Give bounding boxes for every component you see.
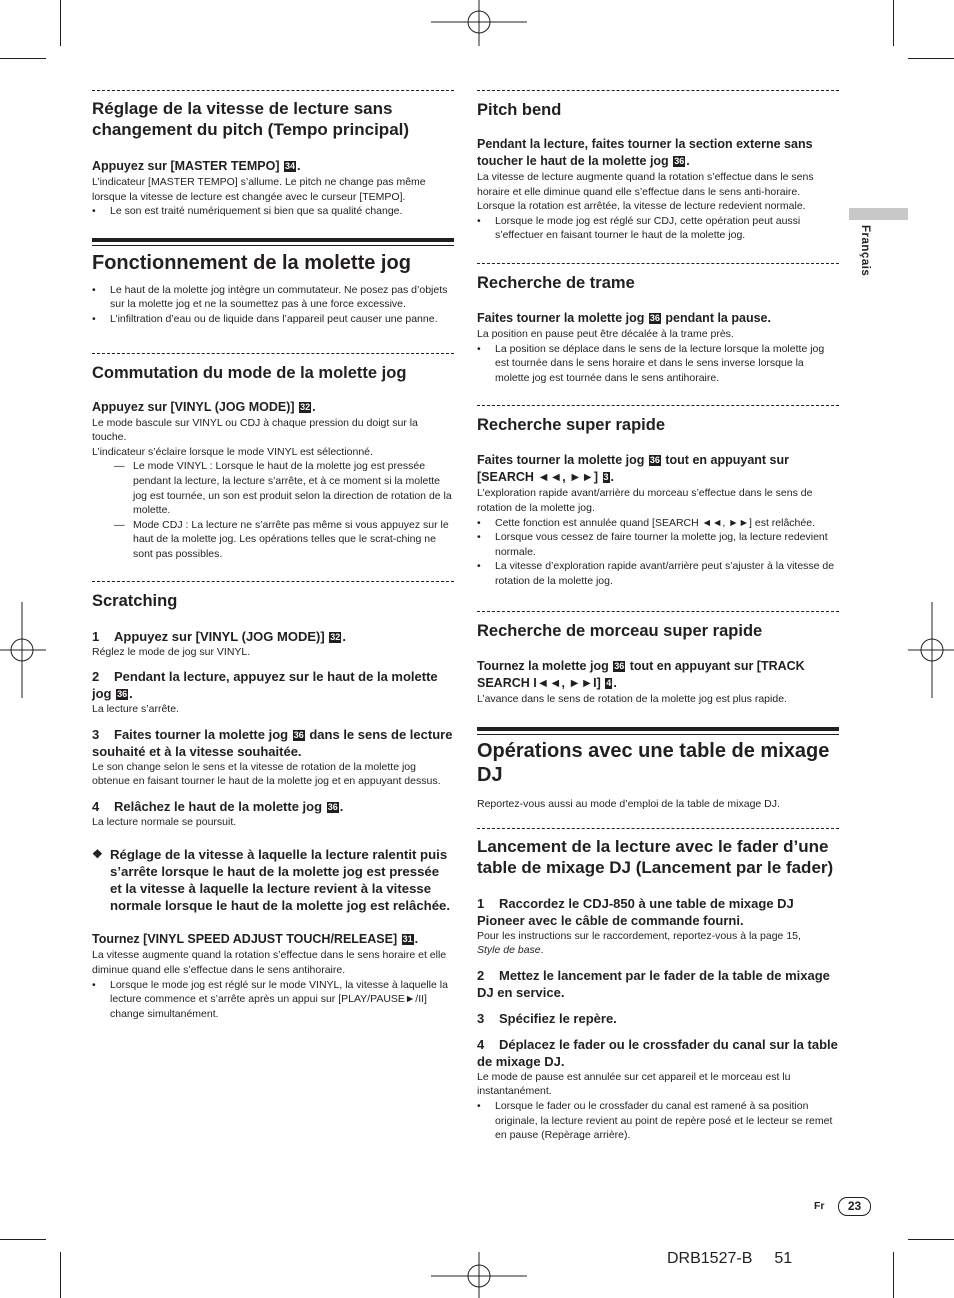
dash-item: — Mode CDJ : La lecture ne s’arrête pas même si vous appuyez sur le haut de la molette jog. Les opérations telles que le scrat-ching ne sont pas possibles. bbox=[92, 518, 454, 562]
paragraph: Pour les instructions sur le raccordement, reportez-vous à la page 15, Style de base. bbox=[477, 929, 801, 957]
crop-mark bbox=[893, 0, 894, 46]
bullet-item: • Lorsque le mode jog est réglé sur CDJ, cette opération peut aussi s’effectuer en faisant tourner le haut de la molette jog. bbox=[477, 214, 839, 243]
subsection-title-vinyl-speed: Réglage de la vitesse à laquelle la lecture ralentit puis s’arrête lorsque le haut de la molette jog est pressée et la vitesse à laquelle la lecture revient à la vitesse normale lorsque le haut de la molette jog est relâchée. bbox=[110, 847, 451, 914]
section-divider bbox=[477, 263, 839, 264]
step-3: 3 Spécifiez le repère. bbox=[477, 1010, 617, 1026]
registration-target-bottom bbox=[431, 1252, 527, 1298]
section-divider bbox=[92, 353, 454, 354]
step-vinyl-speed-adjust: Tournez [VINYL SPEED ADJUST TOUCH/RELEASE] 31 . bbox=[92, 932, 419, 947]
section-title-frame-search: Recherche de trame bbox=[477, 273, 635, 292]
section-title-super-fast-search: Recherche super rapide bbox=[477, 416, 665, 435]
paragraph: Réglez le mode de jog sur VINYL. bbox=[92, 645, 251, 658]
ref-number-badge: 36 bbox=[649, 455, 660, 466]
paragraph: L’indicateur s’éclaire lorsque le mode VINYL est sélectionné. bbox=[92, 445, 373, 458]
step-frame-search: Faites tourner la molette jog 36 pendant la pause. bbox=[477, 310, 771, 325]
section-divider bbox=[477, 90, 839, 91]
section-divider bbox=[92, 581, 454, 582]
step-1: 1 Appuyez sur [VINYL (JOG MODE)] 32 . bbox=[92, 628, 346, 644]
paragraph: La vitesse de lecture augmente quand la rotation s’effectue dans le sens horaire et elle diminue quand elle s’effectue dans le sens anti-horaire. Lorsque la rotation est arrêtée, la vitesse de lecture redevient normale. bbox=[477, 171, 814, 213]
paragraph: La lecture s’arrête. bbox=[92, 703, 179, 716]
doc-code: DRB1527-B 51 bbox=[667, 1250, 793, 1267]
bullet-item: • La vitesse d’exploration rapide avant/arrière peut s’ajuster à la vitesse de rotation de la molette jog. bbox=[477, 559, 839, 588]
dash-item: — Le mode VINYL : Lorsque le haut de la molette jog est pressée pendant la lecture, la lecture s’arrête, et à ce moment si la molette jog est tournée, un son est produit selon la direction de rotation de la molette. bbox=[92, 459, 454, 517]
step-1: 1 Raccordez le CDJ-850 à une table de mixage DJ Pioneer avec le câble de commande fourni. bbox=[477, 895, 794, 928]
paragraph: L’avance dans le sens de rotation de la molette jog est plus rapide. bbox=[477, 692, 787, 705]
step-2: 2 Mettez le lancement par le fader de la table de mixage DJ en service. bbox=[477, 967, 830, 1000]
ref-number-badge: 36 bbox=[293, 729, 304, 740]
paragraph: Le mode de pause est annulée sur cet appareil et le morceau est lu instantanément. bbox=[477, 1070, 791, 1098]
bullet-item: • Cette fonction est annulée quand [SEARCH ◄◄, ►►] est relâchée. bbox=[477, 516, 839, 531]
section-title-jog-mode: Commutation du mode de la molette jog bbox=[92, 363, 407, 382]
section-title-track-search: Recherche de morceau super rapide bbox=[477, 621, 763, 640]
section-rule-thick bbox=[92, 238, 454, 246]
crop-mark bbox=[908, 58, 954, 59]
bullet-item: • Le haut de la molette jog intègre un commutateur. Ne posez pas d’objets sur la molette jog et ne la soumettez pas à une force excessive. bbox=[92, 283, 454, 312]
section-title-pitch-bend: Pitch bend bbox=[477, 101, 562, 119]
step-3: 3 Faites tourner la molette jog 36 dans le sens de lecture souhaité et à la vitesse souhaitée. bbox=[92, 726, 453, 759]
bullet-item: • Le son est traité numériquement si bien que sa qualité change. bbox=[92, 204, 454, 219]
step-master-tempo: Appuyez sur [MASTER TEMPO] 34 . bbox=[92, 159, 301, 173]
step-track-search: Tournez la molette jog 36 tout en appuyant sur [TRACK SEARCH I◄◄, ►►I] 4 . bbox=[477, 658, 805, 690]
section-divider bbox=[477, 611, 839, 612]
page-number-badge: 23 bbox=[838, 1197, 871, 1216]
ref-number-badge: 34 bbox=[285, 161, 296, 171]
section-divider bbox=[477, 405, 839, 406]
sheet-number: 51 bbox=[774, 1250, 793, 1267]
section-title-master-tempo: Réglage de la vitesse de lecture sans changement du pitch (Tempo principal) bbox=[92, 99, 410, 139]
section-title-scratching: Scratching bbox=[92, 591, 178, 610]
paragraph: Le mode bascule sur VINYL ou CDJ à chaque pression du doigt sur la touche. bbox=[92, 416, 418, 444]
crop-mark bbox=[893, 1252, 894, 1298]
diamond-icon: ❖ bbox=[92, 847, 103, 862]
section-rule-thick bbox=[477, 727, 839, 735]
paragraph: La lecture normale se poursuit. bbox=[92, 815, 237, 828]
paragraph: La vitesse augmente quand la rotation s’effectue dans le sens horaire et elle diminue quand elle s’effectue dans le sens antihoraire. bbox=[92, 949, 447, 977]
ref-number-badge: 4 bbox=[606, 677, 612, 688]
section-divider bbox=[477, 828, 839, 829]
section-title-fader-start: Lancement de la lecture avec le fader d’une table de mixage DJ (Lancement par le fader) bbox=[477, 836, 834, 877]
registration-target-left bbox=[0, 602, 46, 698]
bullet-item: • Lorsque le mode jog est réglé sur le mode VINYL, la vitesse à laquelle la lecture commence et s’arrête après un appui sur [PLAY/PAUSE►/II] change simultanément. bbox=[92, 978, 454, 1022]
ref-number-badge: 32 bbox=[300, 401, 311, 412]
paragraph: L’indicateur [MASTER TEMPO] s’allume. Le pitch ne change pas même lorsque la vitesse de lecture est changée avec le curseur [TEMPO]. bbox=[92, 176, 426, 203]
subsection-vinyl-speed bbox=[92, 846, 454, 914]
registration-target-right bbox=[908, 602, 954, 698]
language-tab bbox=[858, 226, 872, 286]
paragraph: Le son change selon le sens et la vitesse de rotation de la molette jog obtenue en faisant tourner le haut de la molette jog et en appuyant dessus. bbox=[92, 760, 441, 788]
bullet-item: • Lorsque vous cessez de faire tourner la molette jog, la lecture redevient normale. bbox=[477, 530, 839, 559]
step-2: 2 Pendant la lecture, appuyez sur le haut de la molette jog 36 . bbox=[92, 669, 438, 702]
crop-mark bbox=[908, 1239, 954, 1240]
registration-target-top bbox=[431, 0, 527, 46]
section-divider bbox=[92, 90, 454, 91]
step-super-fast-search: Faites tourner la molette jog 36 tout en appuyant sur [SEARCH ◄◄, ►►] 3 . bbox=[477, 453, 789, 485]
ref-number-badge: 36 bbox=[649, 312, 660, 323]
left-column bbox=[92, 90, 454, 1021]
footer-language: Fr bbox=[814, 1200, 825, 1212]
bullet-item: • La position se déplace dans le sens de la lecture lorsque la molette jog est tournée dans le sens horaire et dans le sens inverse lorsque la molette jog est tournée dans le sens antihoraire. bbox=[477, 342, 839, 386]
crop-mark bbox=[60, 0, 61, 46]
paragraph: La position en pause peut être décalée à la trame près. bbox=[477, 327, 734, 340]
step-vinyl-jog-mode: Appuyez sur [VINYL (JOG MODE)] 32 . bbox=[92, 399, 316, 414]
ref-number-badge: 3 bbox=[603, 472, 609, 483]
step-4: 4 Déplacez le fader ou le crossfader du canal sur la table de mixage DJ. bbox=[477, 1036, 838, 1069]
ref-number-badge: 36 bbox=[327, 801, 338, 812]
bullet-item: • Lorsque le fader ou le crossfader du canal est ramené à sa position originale, la lecture revient au point de repère posé et le lecteur se remet en pause (Repèrage arrière). bbox=[477, 1099, 839, 1143]
language-tab-bar bbox=[849, 208, 908, 220]
ref-number-badge: 32 bbox=[330, 631, 341, 642]
paragraph: Reportez-vous aussi au mode d’emploi de la table de mixage DJ. bbox=[477, 798, 780, 811]
step-pitch-bend: Pendant la lecture, faites tourner la section externe sans toucher le haut de la molette jog 36 . bbox=[477, 137, 813, 168]
step-4: 4 Relâchez le haut de la molette jog 36 . bbox=[92, 798, 344, 814]
crop-mark bbox=[60, 1252, 61, 1298]
ref-number-badge: 31 bbox=[402, 934, 413, 945]
right-column bbox=[477, 90, 839, 1143]
section-title-jog-operation: Fonctionnement de la molette jog bbox=[92, 251, 411, 274]
paragraph: L’exploration rapide avant/arrière du morceau s’effectue dans le sens de rotation de la molette jog. bbox=[477, 487, 813, 514]
section-title-dj-mixer: Opérations avec une table de mixage DJ bbox=[477, 740, 830, 787]
crop-mark bbox=[0, 1239, 46, 1240]
ref-number-badge: 36 bbox=[614, 660, 625, 671]
ref-number-badge: 36 bbox=[117, 689, 128, 700]
bullet-item: • L’infiltration d’eau ou de liquide dans l’appareil peut causer une panne. bbox=[92, 312, 454, 327]
language-tab-label: Français bbox=[859, 225, 871, 277]
ref-number-badge: 36 bbox=[674, 156, 685, 166]
crop-mark bbox=[0, 58, 46, 59]
